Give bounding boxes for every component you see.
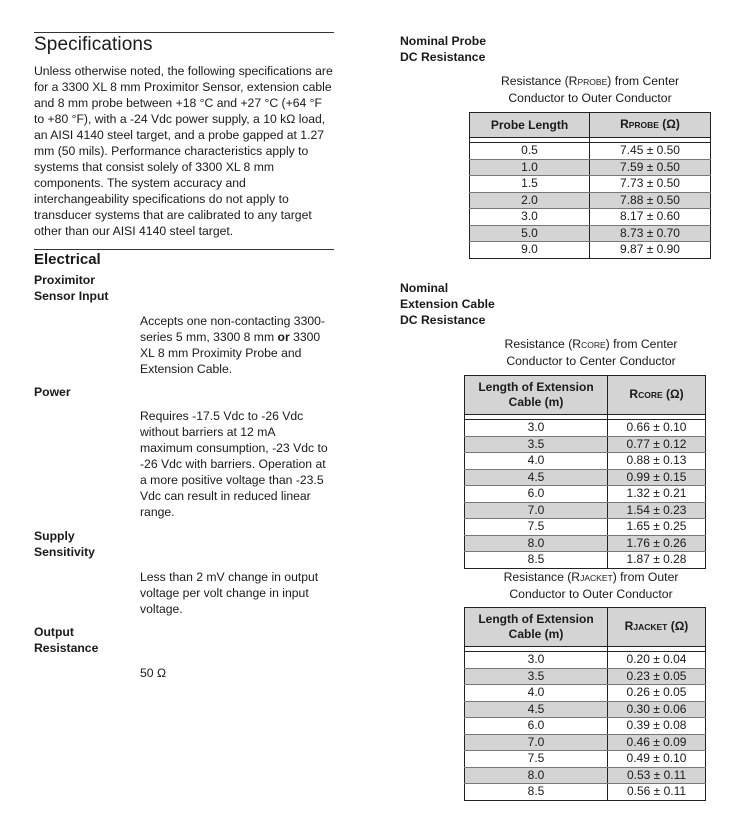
jacket-resistance-cell: 0.20 ± 0.04 bbox=[608, 652, 706, 669]
table-row bbox=[465, 420, 706, 437]
probe-col-resistance-a: R bbox=[620, 117, 629, 131]
probe-resistance-cell: 9.87 ± 0.90 bbox=[590, 242, 711, 259]
probe-resistance-cell: 7.73 ± 0.50 bbox=[590, 176, 711, 193]
proximitor-label-line2: Sensor Input bbox=[34, 289, 109, 303]
jacket-length-cell: 7.0 bbox=[465, 734, 608, 751]
probe-resistance-cell: 8.73 ± 0.70 bbox=[590, 225, 711, 242]
core-resistance-cell: 0.66 ± 0.10 bbox=[608, 420, 706, 437]
jacket-resistance-cell: 0.39 ± 0.08 bbox=[608, 718, 706, 735]
table-row bbox=[470, 176, 711, 193]
table-row bbox=[465, 436, 706, 453]
core-col-resistance-a: R bbox=[629, 387, 639, 401]
probe-col-length: Probe Length bbox=[470, 113, 590, 138]
section-rule bbox=[34, 249, 334, 250]
table-row bbox=[465, 734, 706, 751]
proximitor-label-line1: Proximitor bbox=[34, 273, 95, 287]
table-row bbox=[465, 718, 706, 735]
table-row bbox=[470, 192, 711, 209]
probe-heading-line2: DC Resistance bbox=[400, 50, 486, 64]
core-resistance-cell: 1.76 ± 0.26 bbox=[608, 535, 706, 552]
probe-length-cell: 2.0 bbox=[470, 192, 590, 209]
output-label-line1: Output bbox=[34, 625, 74, 639]
probe-heading-line1: Nominal Probe bbox=[400, 34, 487, 48]
probe-length-cell: 5.0 bbox=[470, 225, 590, 242]
probe-resistance-cell: 8.17 ± 0.60 bbox=[590, 209, 711, 226]
output-label-line2: Resistance bbox=[34, 641, 99, 655]
proximitor-label bbox=[34, 272, 108, 304]
jacket-resistance-cell: 0.46 ± 0.09 bbox=[608, 734, 706, 751]
proximitor-text-b: 3300 XL 8 mm Proximity Probe and Extension Cable. bbox=[140, 330, 321, 376]
probe-caption-line2: Conductor to Outer Conductor bbox=[508, 91, 672, 105]
core-resistance-table bbox=[464, 375, 706, 569]
core-col-length: Length of Extension Cable (m) bbox=[465, 376, 608, 415]
supply-label-line2: Sensitivity bbox=[34, 545, 95, 559]
cable-heading-line1: Nominal bbox=[400, 281, 449, 295]
table-row bbox=[470, 242, 711, 259]
jacket-length-cell: 8.5 bbox=[465, 784, 608, 801]
power-label: Power bbox=[34, 385, 71, 399]
probe-caption-line1 bbox=[470, 73, 710, 90]
jacket-col-resistance-a: R bbox=[624, 619, 634, 633]
table-row bbox=[465, 519, 706, 536]
core-length-cell: 8.5 bbox=[465, 552, 608, 569]
jacket-resistance-cell: 0.30 ± 0.06 bbox=[608, 701, 706, 718]
table-row bbox=[465, 685, 706, 702]
jacket-length-cell: 4.0 bbox=[465, 685, 608, 702]
probe-length-cell: 1.5 bbox=[470, 176, 590, 193]
table-row bbox=[465, 502, 706, 519]
core-length-cell: 3.0 bbox=[465, 420, 608, 437]
core-length-cell: 8.0 bbox=[465, 535, 608, 552]
jacket-length-cell: 4.5 bbox=[465, 701, 608, 718]
jacket-caption-b: ) from Outer bbox=[612, 570, 679, 584]
page-title: Specifications bbox=[34, 34, 153, 55]
core-length-cell: 6.0 bbox=[465, 486, 608, 503]
core-length-cell: 4.0 bbox=[465, 453, 608, 470]
top-rule bbox=[34, 32, 334, 33]
probe-col-resistance-sub: PROBE bbox=[628, 120, 659, 130]
jacket-length-cell: 8.0 bbox=[465, 767, 608, 784]
table-row bbox=[465, 767, 706, 784]
jacket-resistance-cell: 0.23 ± 0.05 bbox=[608, 668, 706, 685]
core-length-cell: 4.5 bbox=[465, 469, 608, 486]
core-caption bbox=[470, 336, 712, 369]
probe-caption-sub: PROBE bbox=[577, 77, 608, 87]
core-caption-line1 bbox=[470, 336, 712, 353]
core-caption-b: ) from Center bbox=[605, 337, 678, 351]
table-row bbox=[470, 209, 711, 226]
intro-paragraph: Unless otherwise noted, the following specifications are for a 3300 XL 8 mm Proximitor Sensor, extension cable and 8 mm probe between +18 °C and +27 °C (+64 °F to +80 °F), with a -24 Vdc power supply, a 10 kΩ load, an AISI 4140 steel target, and a probe gapped at 1.27 mm (50 mils). Performance characteristics apply to systems that consist solely of 3300 XL 8 mm components. The system accuracy and interchangeability specifications do not apply to transducer systems that are calibrated to any target other than our AISI 4140 steel target. bbox=[34, 64, 333, 238]
jacket-col-resistance-b: (Ω) bbox=[667, 619, 689, 633]
core-col-resistance-sub: CORE bbox=[638, 390, 663, 400]
probe-caption bbox=[470, 73, 710, 106]
cable-heading bbox=[400, 280, 495, 328]
core-length-cell: 7.0 bbox=[465, 502, 608, 519]
core-resistance-cell: 1.54 ± 0.23 bbox=[608, 502, 706, 519]
jacket-col-length: Length of Extension Cable (m) bbox=[465, 608, 608, 647]
table-row bbox=[470, 159, 711, 176]
core-resistance-cell: 1.32 ± 0.21 bbox=[608, 486, 706, 503]
table-row bbox=[465, 751, 706, 768]
probe-col-resistance bbox=[590, 113, 711, 138]
jacket-caption-sub: JACKET bbox=[580, 573, 613, 583]
core-col-resistance bbox=[608, 376, 706, 415]
probe-length-cell: 9.0 bbox=[470, 242, 590, 259]
core-resistance-cell: 0.88 ± 0.13 bbox=[608, 453, 706, 470]
table-row bbox=[465, 652, 706, 669]
probe-caption-a: Resistance (R bbox=[500, 74, 578, 88]
table-row bbox=[465, 552, 706, 569]
proximitor-text bbox=[140, 313, 332, 377]
proximitor-text-or: or bbox=[277, 330, 290, 344]
jacket-resistance-cell: 0.56 ± 0.11 bbox=[608, 784, 706, 801]
jacket-caption-line1 bbox=[470, 569, 712, 586]
probe-caption-b: ) from Center bbox=[607, 74, 680, 88]
jacket-length-cell: 3.5 bbox=[465, 668, 608, 685]
core-resistance-cell: 0.77 ± 0.12 bbox=[608, 436, 706, 453]
jacket-resistance-table bbox=[464, 607, 706, 801]
table-row bbox=[465, 469, 706, 486]
table-row bbox=[470, 225, 711, 242]
table-row bbox=[465, 453, 706, 470]
probe-resistance-cell: 7.59 ± 0.50 bbox=[590, 159, 711, 176]
probe-length-cell: 1.0 bbox=[470, 159, 590, 176]
cable-heading-line3: DC Resistance bbox=[400, 313, 486, 327]
probe-col-resistance-b: (Ω) bbox=[658, 117, 680, 131]
core-caption-line2: Conductor to Center Conductor bbox=[506, 354, 676, 368]
output-label bbox=[34, 624, 98, 656]
table-row bbox=[465, 535, 706, 552]
probe-length-cell: 3.0 bbox=[470, 209, 590, 226]
power-text: Requires -17.5 Vdc to -26 Vdc without barriers at 12 mA maximum consumption, -23 Vdc to -26 Vdc with barriers. Operation at a more positive voltage than -23.5 Vdc can result in reduced linear range. bbox=[140, 409, 328, 519]
supply-text: Less than 2 mV change in output voltage per volt change in input voltage. bbox=[140, 570, 319, 616]
jacket-col-resistance-sub: JACKET bbox=[633, 622, 668, 632]
table-row bbox=[465, 784, 706, 801]
probe-resistance-table bbox=[469, 112, 711, 259]
jacket-length-cell: 7.5 bbox=[465, 751, 608, 768]
probe-heading bbox=[400, 33, 486, 65]
supply-label-line1: Supply bbox=[34, 529, 75, 543]
proximitor-text-a: Accepts one non-contacting 3300-series 5 mm, 3300 8 mm bbox=[140, 314, 325, 344]
section-title-electrical: Electrical bbox=[34, 251, 101, 268]
supply-label bbox=[34, 528, 95, 560]
table-row bbox=[470, 143, 711, 160]
output-text: 50 Ω bbox=[140, 666, 167, 680]
core-length-cell: 3.5 bbox=[465, 436, 608, 453]
jacket-resistance-cell: 0.53 ± 0.11 bbox=[608, 767, 706, 784]
core-resistance-cell: 1.65 ± 0.25 bbox=[608, 519, 706, 536]
jacket-length-cell: 6.0 bbox=[465, 718, 608, 735]
probe-resistance-cell: 7.45 ± 0.50 bbox=[590, 143, 711, 160]
core-resistance-cell: 0.99 ± 0.15 bbox=[608, 469, 706, 486]
core-caption-a: Resistance (R bbox=[504, 337, 582, 351]
core-caption-sub: CORE bbox=[581, 340, 606, 350]
probe-resistance-cell: 7.88 ± 0.50 bbox=[590, 192, 711, 209]
table-row bbox=[465, 701, 706, 718]
jacket-resistance-cell: 0.49 ± 0.10 bbox=[608, 751, 706, 768]
core-col-resistance-b: (Ω) bbox=[662, 387, 684, 401]
jacket-caption-a: Resistance (R bbox=[503, 570, 581, 584]
core-length-cell: 7.5 bbox=[465, 519, 608, 536]
table-row bbox=[465, 486, 706, 503]
jacket-caption-line2: Conductor to Outer Conductor bbox=[509, 587, 673, 601]
table-row bbox=[465, 668, 706, 685]
probe-length-cell: 0.5 bbox=[470, 143, 590, 160]
jacket-col-resistance bbox=[608, 608, 706, 647]
jacket-length-cell: 3.0 bbox=[465, 652, 608, 669]
core-resistance-cell: 1.87 ± 0.28 bbox=[608, 552, 706, 569]
jacket-caption bbox=[470, 569, 712, 602]
cable-heading-line2: Extension Cable bbox=[400, 297, 495, 311]
jacket-resistance-cell: 0.26 ± 0.05 bbox=[608, 685, 706, 702]
